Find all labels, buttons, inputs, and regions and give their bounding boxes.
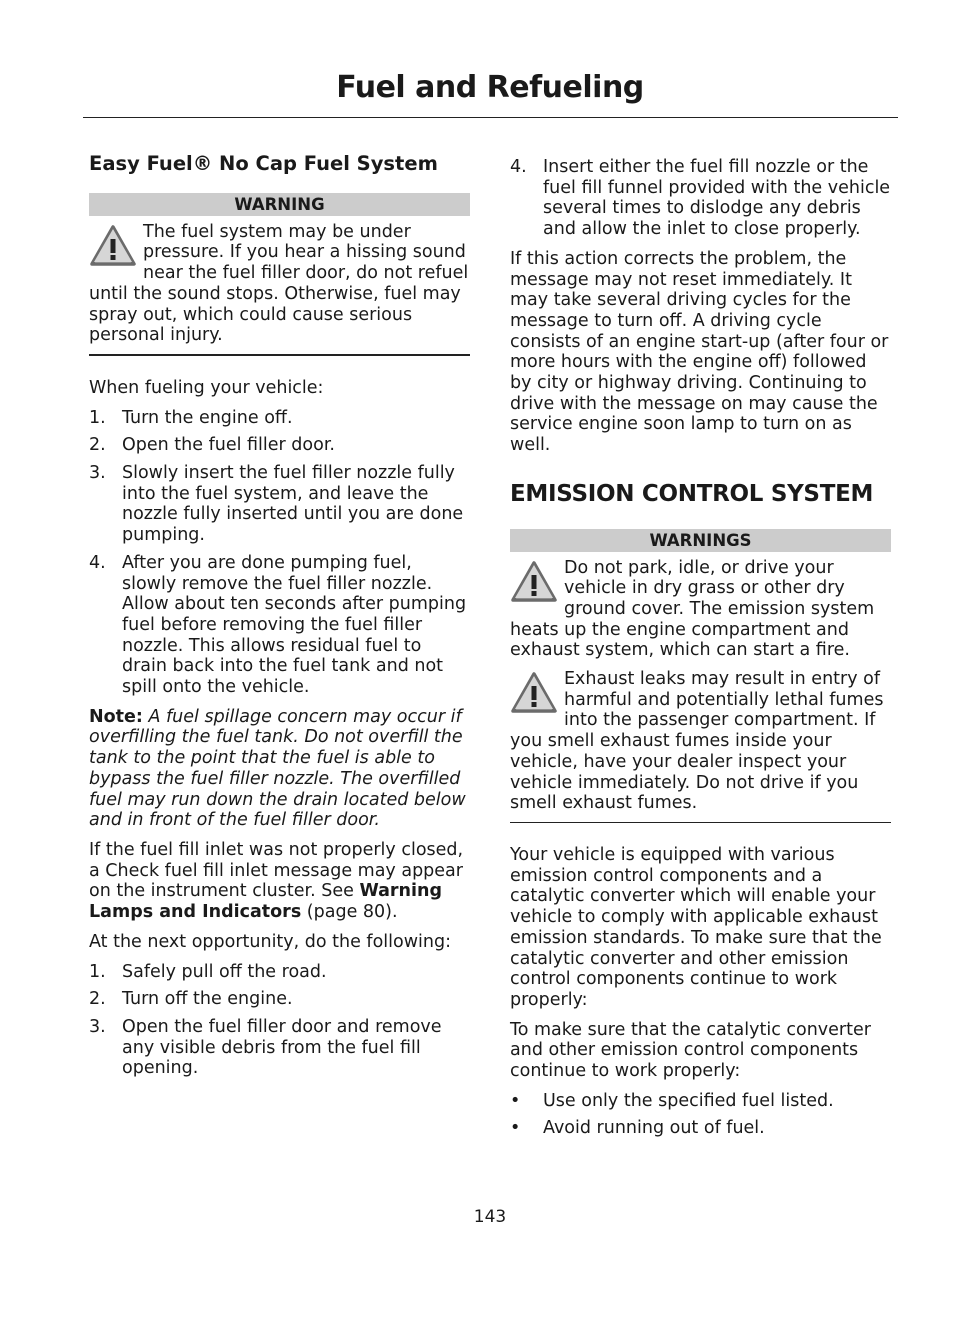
warnings-label: WARNINGS xyxy=(510,529,891,552)
warning-triangle-icon xyxy=(89,224,137,268)
warning-text: The fuel system may be under pressure. If you hear a hissing sound near the fuel filler door, do not refuel until the sound stops. Otherwise, fuel may spray out, which could cause serious personal injury. xyxy=(89,221,469,346)
warning-triangle-icon xyxy=(510,560,558,604)
note-label: Note: xyxy=(89,706,143,727)
easy-fuel-heading: Easy Fuel® No Cap Fuel System xyxy=(89,152,438,175)
fueling-steps xyxy=(89,408,470,698)
warning-text: Exhaust leaks may result in entry of harmful and potentially lethal fumes into the passenger compartment. If you smell exhaust fumes inside your vehicle, have your dealer inspect your vehicle immediately. Do not drive if you smell exhaust fumes. xyxy=(510,669,884,814)
title-divider xyxy=(83,117,898,118)
cross-reference-link[interactable]: Warning Lamps and Indicators xyxy=(89,881,442,923)
list-item: 4. After you are done pumping fuel, slowly remove the fuel filler nozzle. Allow about ten seconds after pumping fuel before removing the fuel filler nozzle. This allows residual fuel to drain back into the fuel tank and not spill onto the vehicle. xyxy=(89,552,467,698)
warning-block xyxy=(89,222,470,346)
equipped-paragraph: Your vehicle is equipped with various emission control components and a catalytic converter which will enable your vehicle to comply with applicable exhaust emission standards. To make sure that the catalytic converter and other emission control components continue to work properly: xyxy=(510,844,882,1010)
fueling-intro: When fueling your vehicle: xyxy=(89,377,324,398)
list-item: 2. Open the fuel filler door. xyxy=(89,435,335,456)
list-item: • Use only the specified fuel listed. xyxy=(510,1090,834,1111)
next-steps xyxy=(89,962,470,1080)
list-item: 4. Insert either the fuel fill nozzle or the fuel fill funnel provided with the vehicle several times to dislodge any debris and allow the inlet to close properly. xyxy=(510,157,891,240)
list-item: • Avoid running out of fuel. xyxy=(510,1118,765,1139)
warning-end-rule xyxy=(89,354,470,356)
page-title: Fuel and Refueling xyxy=(336,70,644,105)
list-item: 3. Open the fuel filler door and remove any visible debris from the fuel fill opening. xyxy=(89,1016,442,1079)
warning-block xyxy=(510,558,891,662)
inlet-paragraph: If the fuel fill inlet was not properly closed, a Check fuel fill inlet message may appear on the instrument cluster. See Warning Lamps and Indicators (page 80). xyxy=(89,839,464,923)
emission-section-heading: EMISSION CONTROL SYSTEM xyxy=(510,480,874,507)
make-sure-paragraph: To make sure that the catalytic converter and other emission control components continue to work properly: xyxy=(510,1019,871,1082)
list-item: 3. Slowly insert the fuel filler nozzle fully into the fuel system, and leave the nozzle fully inserted until you are done pumping. xyxy=(89,463,464,546)
page-number: 143 xyxy=(473,1207,507,1227)
left-column xyxy=(89,150,470,1088)
list-item: 1. Turn the engine off. xyxy=(89,407,293,428)
reset-paragraph: If this action corrects the problem, the message may not reset immediately. It may take several driving cycles for the message to turn off. A driving cycle consists of an engine start-up (after four or more hours with the engine off) followed by city or highway driving. Continuing to drive with the message on may cause the service engine soon lamp to turn on as well. xyxy=(510,248,889,456)
bullet-list xyxy=(510,1091,891,1139)
warning-triangle-icon xyxy=(510,671,558,715)
list-item: 1. Safely pull off the road. xyxy=(89,961,327,982)
next-opportunity-intro: At the next opportunity, do the following: xyxy=(89,931,452,952)
warning-text: Do not park, idle, or drive your vehicle in dry grass or other dry ground cover. The emission system heats up the engine compartment and exhaust system, which can start a fire. xyxy=(510,557,875,661)
note-text: A fuel spillage concern may occur if overfilling the fuel tank. Do not overfill the tank to the point that the fuel is able to bypass the fuel filler nozzle. The overfilled fuel may run down the drain located below and in front of the fuel filler door. xyxy=(89,706,466,831)
warning-end-rule xyxy=(510,822,891,823)
note-paragraph xyxy=(89,707,470,831)
warning-block xyxy=(510,669,891,814)
right-column xyxy=(510,150,891,1148)
warning-label: WARNING xyxy=(89,193,470,216)
continued-steps xyxy=(510,157,891,240)
list-item: 2. Turn off the engine. xyxy=(89,989,293,1010)
